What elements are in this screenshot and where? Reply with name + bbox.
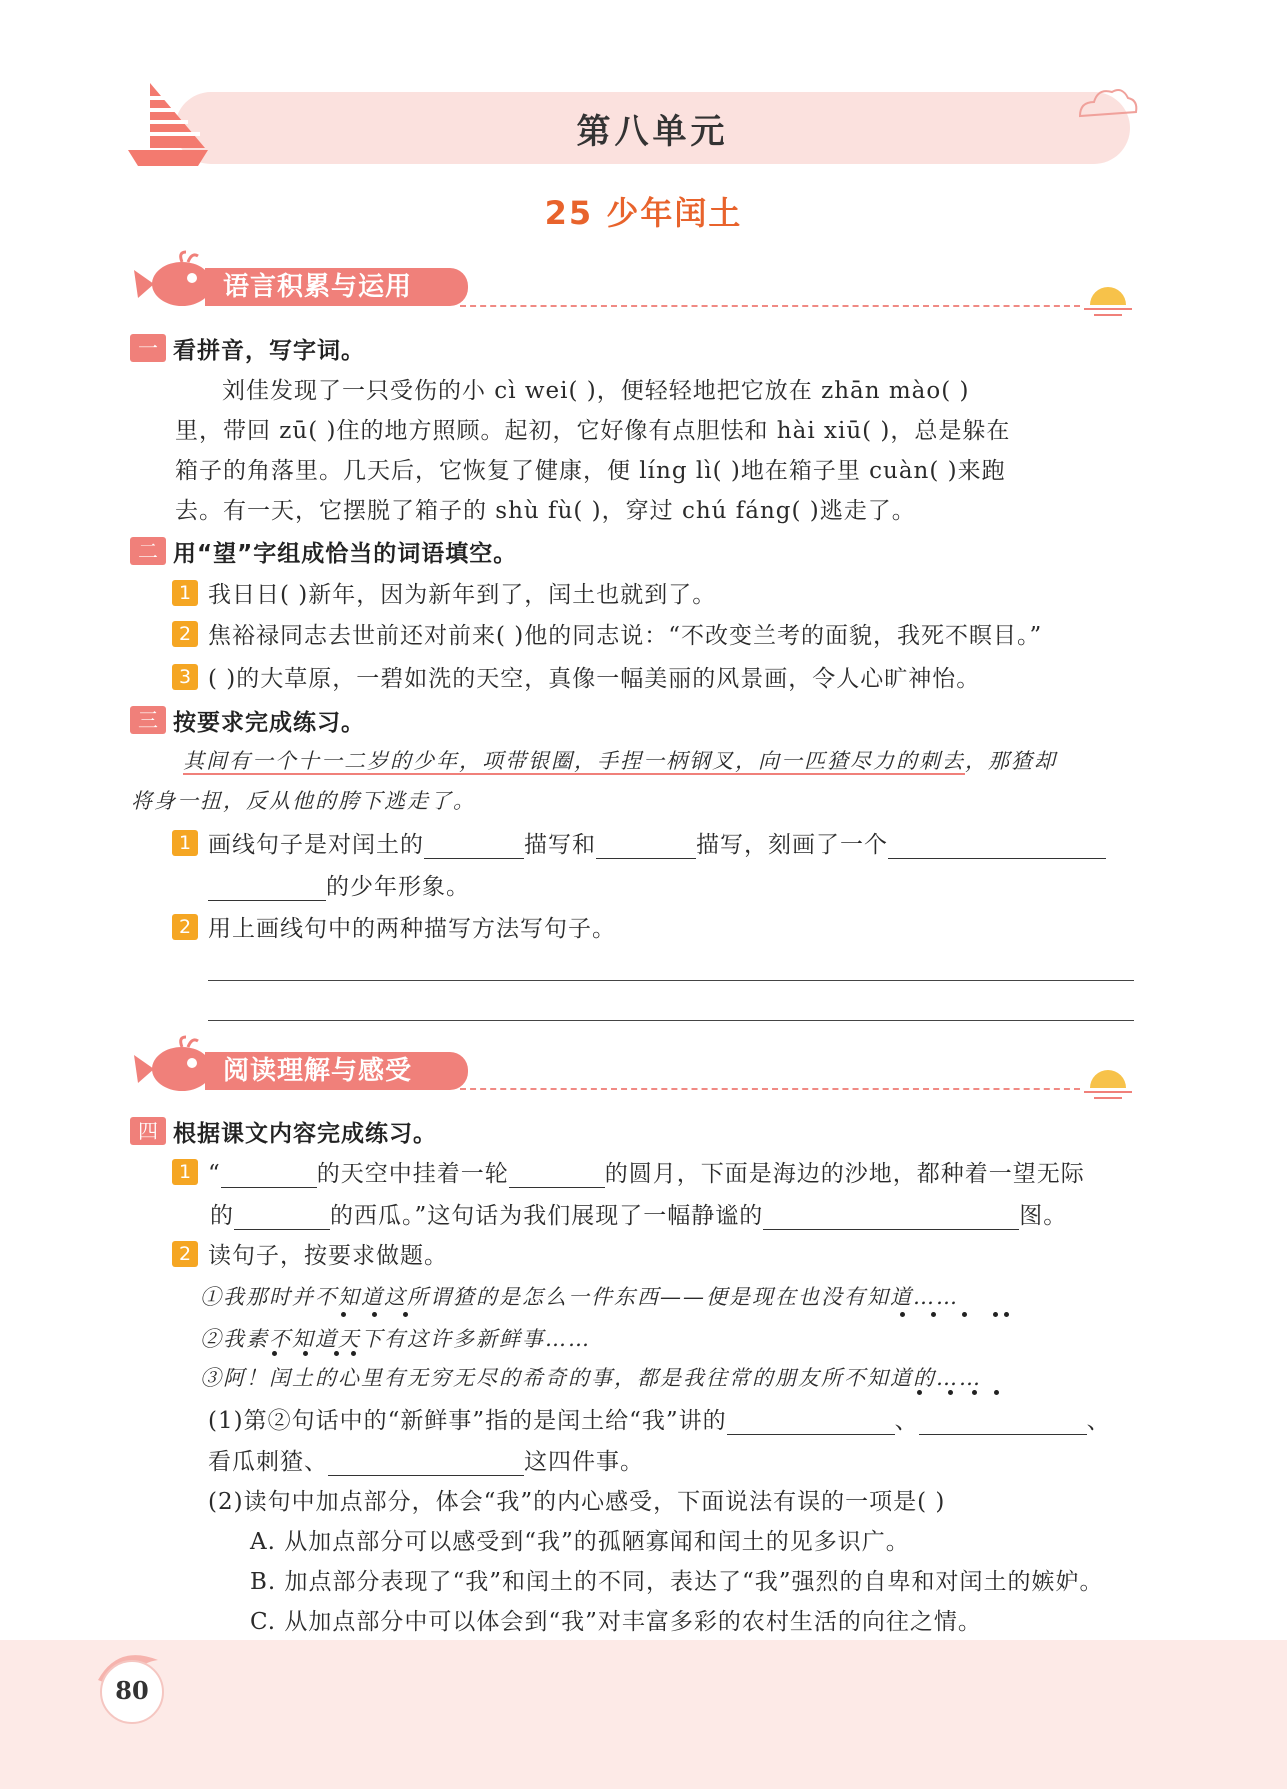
emphasis-dot	[993, 1312, 998, 1317]
text: 的天空中挂着一轮	[316, 1161, 509, 1187]
question-number: 二	[130, 537, 166, 565]
text: 画线句子是对闰土的	[208, 832, 424, 858]
passage-line: 将身一扭，反从他的胯下逃走了。	[131, 789, 476, 813]
footer-band	[0, 1640, 1287, 1789]
answer-line[interactable]	[208, 1020, 1134, 1021]
question-number: 三	[130, 706, 166, 734]
q2-item: ( )的大草原，一碧如洗的天空，真像一幅美丽的风景画，令人心旷神怡。	[208, 666, 981, 692]
sub-number: 2	[172, 621, 198, 647]
answer-blank[interactable]	[727, 1412, 895, 1435]
sub-number: 2	[172, 1241, 198, 1267]
q4-item1-cont	[210, 1197, 1067, 1230]
question-title: 看拼音，写字词。	[173, 338, 365, 364]
question-title: 根据课文内容完成练习。	[173, 1121, 437, 1147]
sub-number: 1	[172, 830, 198, 856]
question-title: 用“望”字组成恰当的词语填空。	[173, 541, 518, 567]
divider	[460, 1088, 1080, 1090]
text: 看瓜刺猹、	[208, 1449, 328, 1475]
text: 图。	[1019, 1203, 1068, 1229]
text: 的	[210, 1203, 234, 1229]
answer-blank[interactable]	[328, 1453, 524, 1476]
emphasis-dot	[334, 1351, 339, 1356]
question-number: 一	[130, 334, 166, 362]
q1-line: 去。有一天，它摆脱了箱子的 shù fù( )，穿过 chú fáng( )逃走了。	[175, 498, 916, 524]
passage-line	[183, 745, 1057, 775]
emphasis-dot	[931, 1312, 936, 1317]
option-b[interactable]: B. 加点部分表现了“我”和闰土的不同，表达了“我”强烈的自卑和对闰土的嫉妒。	[250, 1569, 1104, 1595]
emphasis-dot	[948, 1390, 953, 1395]
sub-number: 1	[172, 1159, 198, 1185]
emphasis-dot	[351, 1351, 356, 1356]
text: (1)第②句话中的“新鲜事”指的是闰土给“我”讲的	[208, 1408, 727, 1434]
answer-blank[interactable]	[208, 878, 326, 901]
q4-sub1-cont	[208, 1443, 644, 1476]
question-number: 四	[130, 1117, 166, 1145]
answer-blank[interactable]	[888, 836, 1106, 859]
text: 的圆月，下面是海边的沙地，都种着一望无际	[604, 1161, 1085, 1187]
q1-line: 箱子的角落里。几天后，它恢复了健康，便 líng lì( )地在箱子里 cuàn( )来跑	[175, 458, 1006, 484]
text: 的少年形象。	[326, 874, 470, 900]
section-header-1: 语言积累与运用	[205, 268, 468, 306]
emphasis-dot	[994, 1390, 999, 1395]
text: 描写，刻画了一个	[696, 832, 888, 858]
q1-line: 里，带回 zū( )住的地方照顾。起初，它好像有点胆怯和 hài xiū( )，总是躲在	[175, 418, 1011, 444]
sub-number: 1	[172, 580, 198, 606]
q3-item1	[208, 826, 1106, 859]
emphasis-dot	[900, 1312, 905, 1317]
q4-sub2: (2)读句中加点部分，体会“我”的内心感受，下面说法有误的一项是( )	[208, 1489, 946, 1515]
question-title: 按要求完成练习。	[173, 710, 365, 736]
option-a[interactable]: A. 从加点部分可以感受到“我”的孤陋寡闻和闰土的见多识广。	[250, 1529, 910, 1555]
q4-sub1	[208, 1402, 1111, 1435]
passage-text: ，那猹却	[965, 749, 1057, 773]
emphasis-dot	[303, 1351, 308, 1356]
section-header-2: 阅读理解与感受	[205, 1052, 468, 1090]
emphasis-dot	[1004, 1312, 1009, 1317]
text: 的西瓜。”这句话为我们展现了一幅静谧的	[330, 1203, 764, 1229]
emphasis-dot	[341, 1312, 346, 1317]
sunset-icon	[1080, 275, 1140, 320]
divider	[460, 305, 1080, 307]
answer-line[interactable]	[208, 980, 1134, 981]
emphasis-dot	[272, 1351, 277, 1356]
underlined-sentence: 其间有一个十一二岁的少年，项带银圈，手捏一柄钢叉，向一匹猹尽力的刺去	[183, 749, 965, 773]
unit-title: 第八单元	[576, 112, 729, 152]
page-number: 80	[115, 1676, 149, 1705]
sentence-3: ③阿！闰土的心里有无穷无尽的希奇的事，都是我往常的朋友所不知道的……	[200, 1366, 982, 1390]
answer-blank[interactable]	[234, 1207, 330, 1230]
answer-blank[interactable]	[763, 1207, 1019, 1230]
lesson-title: 25 少年闰土	[544, 194, 743, 232]
q3-item2: 用上画线句中的两种描写方法写句子。	[208, 916, 616, 942]
sentence-1: ①我那时并不知道这所谓猹的是怎么一件东西——便是现在也没有知道……	[200, 1285, 959, 1309]
sub-number: 2	[172, 914, 198, 940]
q4-item1	[208, 1155, 1085, 1188]
emphasis-dot	[917, 1390, 922, 1395]
emphasis-dot	[962, 1312, 967, 1317]
emphasis-dot	[403, 1312, 408, 1317]
answer-blank[interactable]	[424, 836, 524, 859]
emphasis-dot	[972, 1390, 977, 1395]
sunset-icon	[1080, 1058, 1140, 1103]
answer-blank[interactable]	[596, 836, 696, 859]
answer-blank[interactable]	[919, 1412, 1087, 1435]
text: 描写和	[524, 832, 596, 858]
text: 这四件事。	[524, 1449, 644, 1475]
q2-item: 焦裕禄同志去世前还对前来( )他的同志说：“不改变兰考的面貌，我死不瞑目。”	[208, 623, 1043, 649]
sub-number: 3	[172, 664, 198, 690]
sentence-2: ②我素不知道天下有这许多新鲜事……	[200, 1327, 591, 1351]
answer-blank[interactable]	[509, 1165, 605, 1188]
text: 、	[894, 1408, 919, 1434]
text: “	[208, 1161, 221, 1187]
option-c[interactable]: C. 从加点部分中可以体会到“我”对丰富多彩的农村生活的向往之情。	[250, 1609, 982, 1635]
q1-line: 刘佳发现了一只受伤的小 cì wei( )，便轻轻地把它放在 zhān mào( )	[222, 378, 970, 404]
q3-item1-cont	[208, 868, 470, 901]
q4-item2: 读句子，按要求做题。	[208, 1243, 448, 1269]
answer-blank[interactable]	[221, 1165, 317, 1188]
q2-item: 我日日( )新年，因为新年到了，闰土也就到了。	[208, 582, 717, 608]
text: 、	[1086, 1408, 1111, 1434]
emphasis-dot	[372, 1312, 377, 1317]
